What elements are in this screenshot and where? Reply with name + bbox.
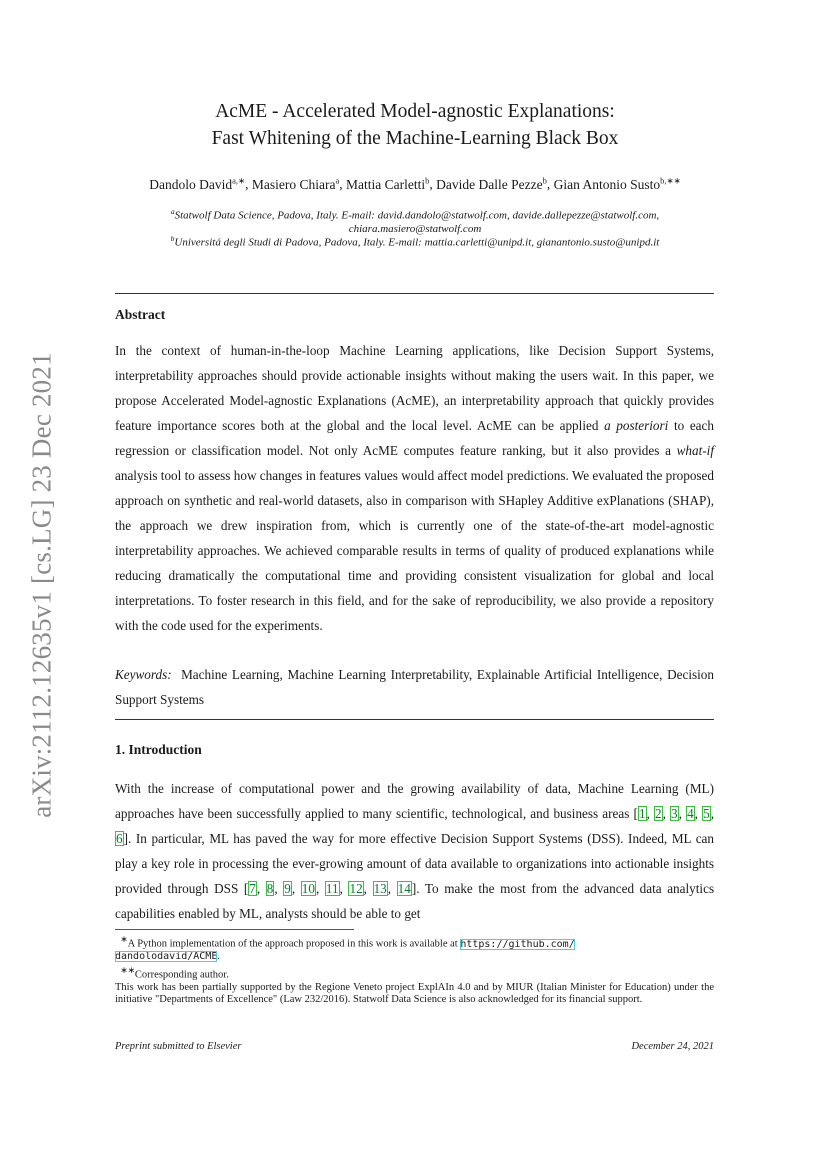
- author-list: Dandolo David$^{a,∗}$, Masiero Chiara$^a$, Mattia Carletti$^b$, Davide Dalle Pezze$^b$, Gian Antonio Susto$^{b,∗∗}$: [149, 175, 681, 192]
- title-line-2: Fast Whitening of the Machine-Learning Black Box: [211, 128, 619, 149]
- citation-link[interactable]: 9: [284, 881, 291, 896]
- citation-link[interactable]: 7: [249, 881, 256, 896]
- footer-left: Preprint submitted to Elsevier: [115, 1041, 242, 1052]
- repository-link-continued[interactable]: dandolodavid/ACME: [115, 951, 218, 963]
- affiliation-b: $^b$Universitá degli Studi di Padova, Padova, Italy. E-mail: mattia.carletti@unipd.it, gianantonio.susto@unipd.it: [170, 234, 660, 249]
- citation-link[interactable]: 3: [671, 806, 678, 821]
- citation-link[interactable]: 6: [116, 831, 123, 846]
- citation-link[interactable]: 2: [654, 806, 662, 821]
- author: Gian Antonio Susto$^{b,∗∗}$: [553, 175, 681, 192]
- title-line-1: AcME - Accelerated Model-agnostic Explanations:: [215, 101, 615, 122]
- citation-link[interactable]: 11: [325, 881, 339, 896]
- citation-link[interactable]: 4: [687, 806, 694, 821]
- footnote-1: ∗A Python implementation of the approach proposed in this work is available at https://github.com/ dandolodavid/ACME.: [115, 934, 575, 963]
- citation-link[interactable]: 13: [373, 881, 387, 896]
- author: Mattia Carletti$^b$: [346, 175, 430, 192]
- citation-link[interactable]: 12: [349, 881, 363, 896]
- citation-link[interactable]: 5: [703, 806, 710, 821]
- citation-link[interactable]: 1: [638, 806, 646, 821]
- footnote-rule: [115, 929, 354, 930]
- footer-date: December 24, 2021: [631, 1041, 714, 1052]
- footnotes: [115, 933, 714, 1007]
- citation-link[interactable]: 8: [266, 881, 274, 896]
- funding-note: This work has been partially supported by the Regione Veneto project ExplAIn 4.0 and by MIUR (Italian Minister for Education) under the initiative "Departments of Excellence" (Law 232/2016). Statwolf Data Science is also acknowledged for its financial support.: [115, 981, 714, 1006]
- introduction-body: With the increase of computational power and the growing availability of data, Machine Learning (ML) approaches have been successfully applied to many scientific, technological, and business areas [1, 2, 3, 4, 5, 6]. In particular, ML has paved the way for more effective Decision Support Systems (DSS). Indeed, ML can play a key role in processing the ever-growing amount of data available to organizations into actionable insights provided through DSS [7, 8, 9, 10, 11, 12, 13, 14]. To make the most from the advanced data analytics capabilities enabled by ML, analysts should be able to get: [115, 781, 715, 921]
- citation-link[interactable]: 14: [397, 881, 411, 896]
- keywords: Keywords: Machine Learning, Machine Learning Interpretability, Explainable Artificial Intelligence, Decision Support Systems: [115, 667, 714, 707]
- author: Dandolo David$^{a,∗}$: [149, 175, 246, 192]
- abstract-heading: Abstract: [115, 307, 166, 322]
- repository-link[interactable]: https://github.com/: [460, 938, 575, 950]
- keywords-label: Keywords:: [115, 667, 172, 682]
- abstract-top-rule: [115, 293, 714, 294]
- affiliation-a: $^a$Statwolf Data Science, Padova, Italy. E-mail: david.dandolo@statwolf.com, davide.dallepezze@statwolf.com, chiara.masiero@statwolf.com: [170, 207, 660, 236]
- author: Masiero Chiara$^a$: [251, 175, 340, 192]
- author: Davide Dalle Pezze$^b$: [436, 175, 547, 192]
- citation-link[interactable]: 10: [301, 881, 315, 896]
- arxiv-identifier: arXiv:2112.12635v1 [cs.LG] 23 Dec 2021: [26, 352, 57, 818]
- section-heading-introduction: 1. Introduction: [115, 742, 202, 757]
- abstract-bottom-rule: [115, 719, 714, 720]
- footnote-2: ∗∗Corresponding author.: [120, 964, 229, 981]
- paper-title: [115, 98, 715, 152]
- abstract-body: In the context of human-in-the-loop Machine Learning applications, like Decision Support Systems, interpretability approaches should provide actionable insights without making the users wait. In this paper, we propose Accelerated Model-agnostic Explanations (AcME), an interpretability approach that quickly provides feature importance scores both at the global and the local level. AcME can be applied a posteriori to each regression or classification model. Not only AcME computes feature ranking, but it also provides a what-if analysis tool to assess how changes in features values would affect model predictions. We evaluated the proposed approach on synthetic and real-world datasets, also in comparison with SHapley Additive exPlanations (SHAP), the approach we drew inspiration from, which is currently one of the state-of-the-art model-agnostic interpretability approaches. We achieved comparable results in terms of quality of produced explanations while reducing dramatically the computational time and providing consistent visualization for global and local interpretations. To foster research in this field, and for the sake of reproducibility, we also provide a repository with the code used for the experiments.: [115, 343, 714, 633]
